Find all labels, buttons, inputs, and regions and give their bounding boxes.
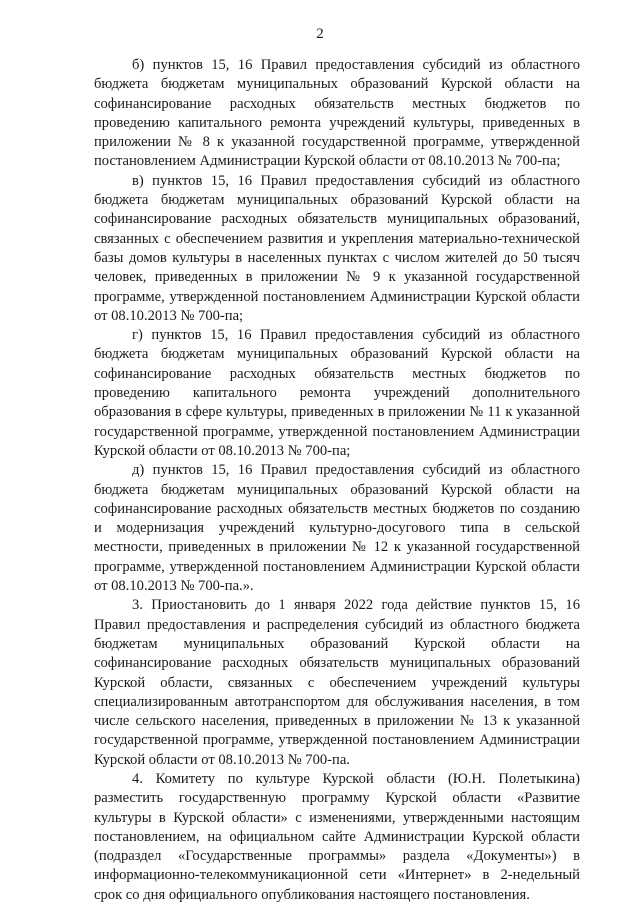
paragraph-v: в) пунктов 15, 16 Правил предоставления субсидий из областного бюджета бюджетам муниципальных образований Курской области на софинансирование расходных обязательств муниципальных образований, связанных с обеспечением развития и укрепления материально-технической базы домов культуры в населенных пунктах с числом жителей до 50 тысяч человек, приведенных в приложении № 9 к указанной государственной программе, утвержденной постановлением Администрации Курской области от 08.10.2013 № 700-па; — [94, 172, 580, 324]
paragraph-4: 4. Комитету по культуре Курской области (Ю.Н. Полетыкина) разместить государственную программу Курской области «Развитие культуры в Курской области» с изменениями, утвержденными настоящим постановлением, на официальном сайте Администрации Курской области (подраздел «Государственные программы» раздела «Документы») в информационно-телекоммуникационной сети «Интернет» в 2-недельный срок со дня официального опубликования настоящего постановления. — [94, 770, 580, 903]
paragraph-3: 3. Приостановить до 1 января 2022 года действие пунктов 15, 16 Правил предоставления и распределения субсидий из областного бюджета бюджетам муниципальных образований Курской области на софинансирование расходных обязательств муниципальных образований Курской области, связанных с обеспечением учреждений культуры специализированным автотранспортом для обслуживания населения, в том числе сельского населения, приведенных в приложении № 13 к указанной государственной программе, утвержденной постановлением Администрации Курской области от 08.10.2013 № 700-па. — [94, 597, 580, 768]
page-number: 2 — [316, 26, 324, 42]
document-body — [94, 56, 580, 905]
paragraph-d: д) пунктов 15, 16 Правил предоставления субсидий из областного бюджета бюджетам муниципальных образований Курской области на софинансирование расходных обязательств местных бюджетов по созданию и модернизация учреждений культурно-досугового типа в сельской местности, приведенных в приложении № 12 к указанной государственной программе, утвержденной постановлением Администрации Курской области от 08.10.2013 № 700-па.». — [94, 462, 580, 595]
paragraph-g: г) пунктов 15, 16 Правил предоставления субсидий из областного бюджета бюджетам муниципальных образований Курской области на софинансирование расходных обязательств местных бюджетов по проведению капитального ремонта учреждений дополнительного образования в сфере культуры, приведенных в приложении № 11 к указанной государственной программе, утвержденной постановлением Администрации Курской области от 08.10.2013 № 700-па; — [94, 327, 580, 459]
paragraph-b: б) пунктов 15, 16 Правил предоставления субсидий из областного бюджета бюджетам муниципальных образований Курской области на софинансирование расходных обязательств местных бюджетов по проведению капитального ремонта учреждений культуры, приведенных в приложении № 8 к указанной государственной программе, утвержденной постановлением Администрации Курской области от 08.10.2013 № 700-па; — [94, 57, 580, 170]
